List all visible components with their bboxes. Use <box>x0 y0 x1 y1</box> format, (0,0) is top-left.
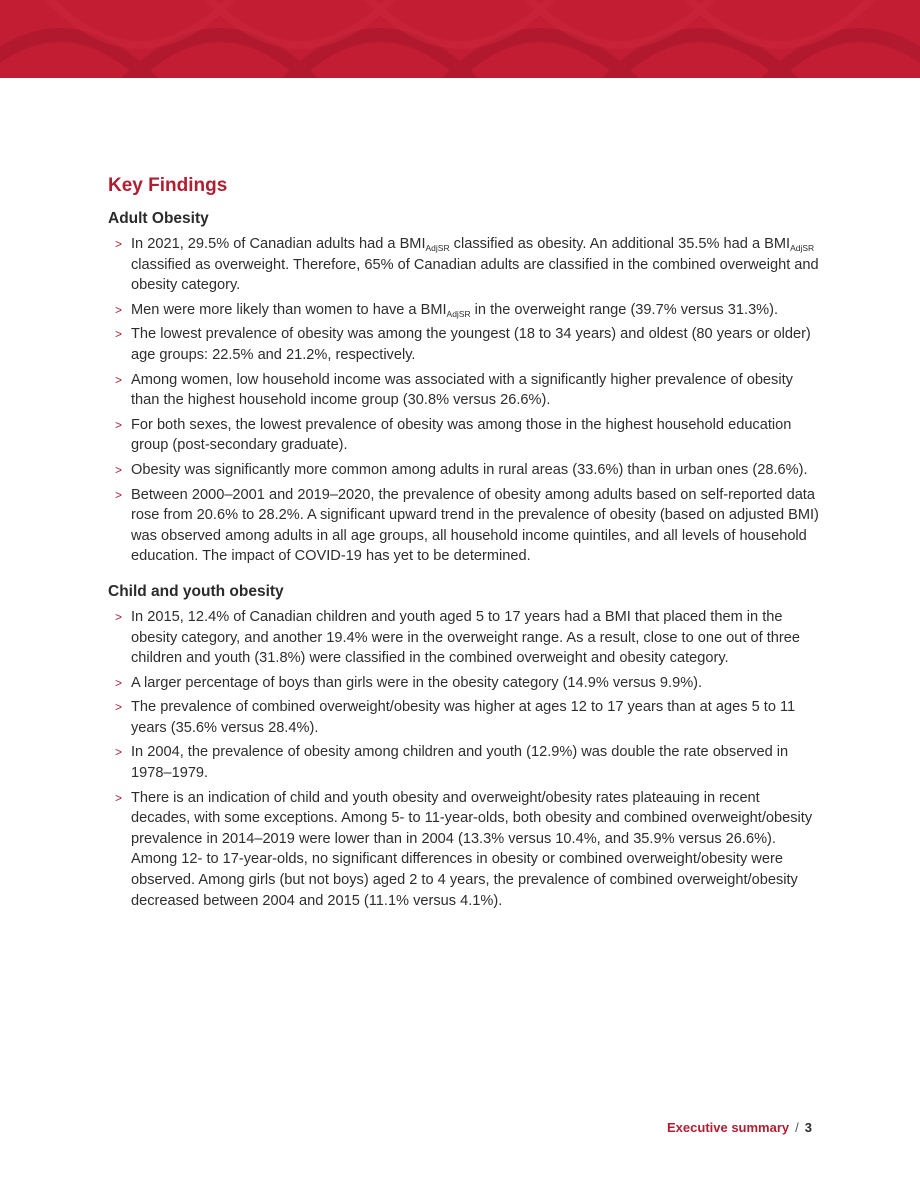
subscript: AdjSR <box>446 308 471 319</box>
bullet-chevron-icon: > <box>115 462 123 477</box>
finding-text: in the overweight range (39.7% versus 31.3%). <box>470 301 779 318</box>
page-footer <box>667 1118 812 1138</box>
header-banner <box>0 0 920 78</box>
bullet-chevron-icon: > <box>115 237 123 251</box>
finding-text: classified as obesity. An additional 35.5% had a BMI <box>449 236 791 252</box>
bullet-chevron-icon: > <box>115 302 123 317</box>
bullet-chevron-icon: > <box>115 700 123 715</box>
page-title: Key Findings <box>108 175 228 196</box>
list-item <box>108 234 820 296</box>
child-findings-list <box>108 607 820 911</box>
finding-text: Obesity was significantly more common among adults in rural areas (33.6%) than in urban ones (28.6%). <box>131 461 808 478</box>
finding-text: For both sexes, the lowest prevalence of obesity was among those in the highest household education group (post-secondary graduate). <box>131 416 792 454</box>
bullet-chevron-icon: > <box>115 487 123 502</box>
finding-text: In 2015, 12.4% of Canadian children and youth aged 5 to 17 years had a BMI that placed them in the obesity category, and another 19.4% were in the overweight range. As a result, close to one out of three children and youth (31.8%) were classified in the combined overweight and obesity category. <box>131 608 801 667</box>
child-obesity-heading: Child and youth obesity <box>108 582 284 600</box>
list-item <box>108 697 820 738</box>
finding-text: A larger percentage of boys than girls were in the obesity category (14.9% versus 9.9%). <box>131 674 703 691</box>
subscript: AdjSR <box>425 243 450 253</box>
finding-text: The lowest prevalence of obesity was among the youngest (18 to 34 years) and oldest (80 years or older) age groups: 22.5% and 21.2%, respectively. <box>131 326 811 363</box>
banner-pattern <box>0 0 920 78</box>
list-item <box>108 607 820 669</box>
list-item <box>108 742 820 783</box>
finding-text: Among women, low household income was associated with a significantly higher prevalence of obesity than the highest household income group (30.8% versus 26.6%). <box>131 371 793 409</box>
list-item <box>108 300 820 321</box>
subscript: AdjSR <box>790 243 815 253</box>
bullet-chevron-icon: > <box>115 372 123 387</box>
page-number: 3 <box>804 1120 812 1135</box>
list-item <box>108 324 820 365</box>
adult-findings-list <box>108 234 820 567</box>
finding-text: Men were more likely than women to have a BMI <box>131 301 447 318</box>
list-item <box>108 788 820 912</box>
finding-text: In 2004, the prevalence of obesity among children and youth (12.9%) was double the rate observed in 1978–1979. <box>131 744 789 782</box>
footer-separator: / <box>795 1120 799 1135</box>
list-item <box>108 415 820 456</box>
bullet-chevron-icon: > <box>115 675 123 690</box>
list-item <box>108 370 820 411</box>
list-item <box>108 485 820 567</box>
finding-text: There is an indication of child and youth obesity and overweight/obesity rates plateauing in recent decades, with some exceptions. Among 5- to 11-year-olds, both obesity and combined overweight/obesity prevalence in 2014–2019 were lower than in 2004 (13.3% versus 10.4%, and 35.9% versus 26.6%). Among 12- to 17-year-olds, no significant differences in obesity or combined overweight/obesity were observed. Among girls (but not boys) aged 2 to 4 years, the prevalence of combined overweight/obesity decreased between 2004 and 2015 (11.1% versus 4.1%). <box>131 789 813 909</box>
list-item <box>108 460 820 481</box>
bullet-chevron-icon: > <box>115 609 123 624</box>
finding-text: In 2021, 29.5% of Canadian adults had a BMI <box>131 236 426 252</box>
bullet-chevron-icon: > <box>115 417 123 432</box>
finding-text: classified as overweight. Therefore, 65% of Canadian adults are classified in the combined overweight and obesity category. <box>131 256 819 294</box>
footer-section-label: Executive summary <box>667 1120 790 1135</box>
finding-text: The prevalence of combined overweight/obesity was higher at ages 12 to 17 years than at ages 5 to 11 years (35.6% versus 28.4%). <box>131 699 796 736</box>
bullet-chevron-icon: > <box>115 790 123 805</box>
list-item <box>108 673 820 694</box>
adult-obesity-heading: Adult Obesity <box>108 210 209 227</box>
bullet-chevron-icon: > <box>115 327 123 342</box>
finding-text: Between 2000–2001 and 2019–2020, the prevalence of obesity among adults based on self-reported data rose from 20.6% to 28.2%. A significant upward trend in the prevalence of obesity (based on adjusted BMI) was observed among adults in all age groups, all household income quintiles, and all levels of household education. The impact of COVID-19 has yet to be determined. <box>131 486 819 565</box>
key-findings-section <box>108 172 820 915</box>
bullet-chevron-icon: > <box>115 745 123 760</box>
